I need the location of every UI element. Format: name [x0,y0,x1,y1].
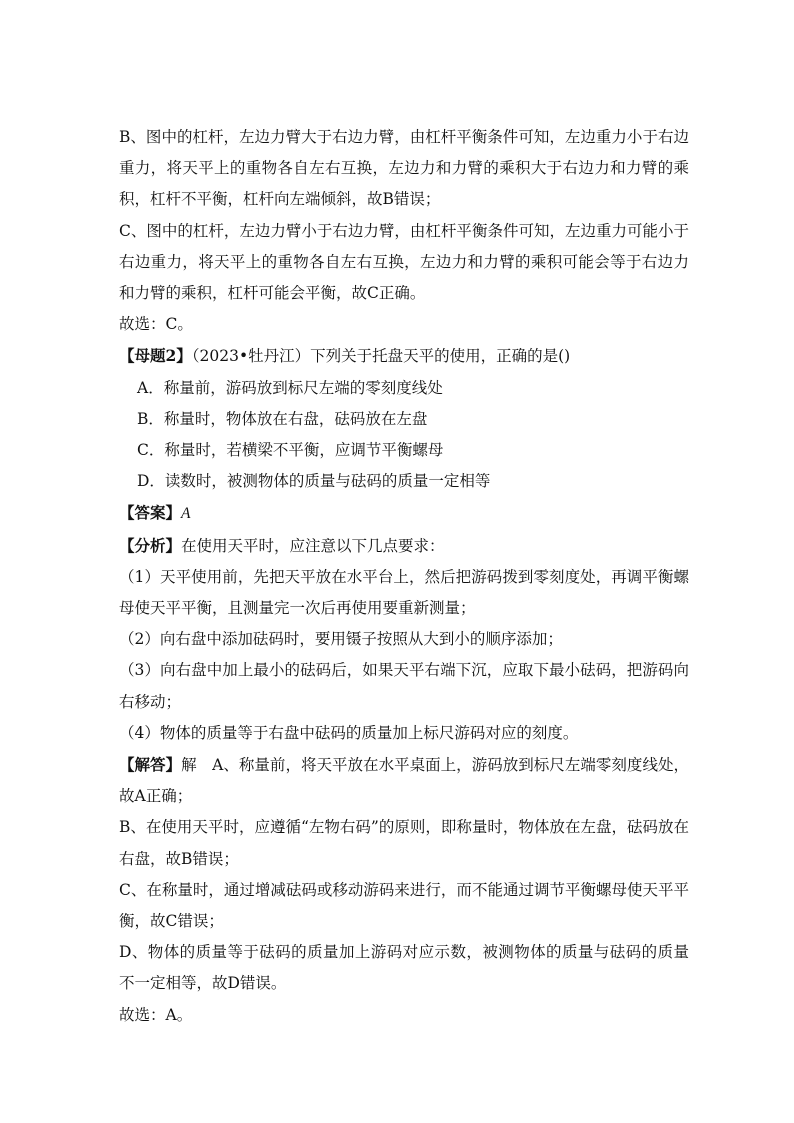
solution-d: D、物体的质量等于砝码的质量加上游码对应示数，被测物体的质量与砝码的质量不一定相等，故D错误。 [119,943,689,993]
option-d: D．读数时，被测物体的质量与砝码的质量一定相等 [137,472,491,491]
question-text: （2023•牡丹江）下列关于托盘天平的使用，正确的是() [191,347,571,366]
paragraph-b-analysis: B、图中的杠杆，左边力臂大于右边力臂，由杠杆平衡条件可知，左边重力小于右边重力，将天平上的重物各自左右互换，左边力和力臂的乘积大于右边力和力臂的乘积，杠杆不平衡，杠杆向左端倾斜，故B错误； [119,128,689,209]
document-page [119,122,689,1031]
analysis-point-4: （4）物体的质量等于右盘中砝码的质量加上标尺游码对应的刻度。 [119,723,579,742]
solution-tag: 【解答】 [119,755,182,775]
answer-line [119,497,689,529]
question-tag: 【母题2】 [119,346,192,366]
analysis-text: 在使用天平时，应注意以下几点要求： [181,536,445,555]
solution-c: C、在称量时，通过增减砝码或移动游码来进行，而不能通过调节平衡螺母使天平平衡，故C错误； [119,880,689,931]
question-heading [119,340,689,372]
option-a: A．称量前，游码放到标尺左端的零刻度线处 [137,378,443,397]
solution-text: 解 A、称量前，将天平放在水平桌面上，游码放到标尺左端零刻度线处，故A正确； [119,756,689,806]
option-b: B．称量时，物体放在右盘，砝码放在左盘 [137,409,428,428]
choice-line-2: 故选：A。 [119,1005,193,1024]
choice-line-1: 故选：C。 [119,315,193,334]
analysis-point-1: （1）天平使用前，先把天平放在水平台上，然后把游码拨到零刻度处，再调平衡螺母使天平平衡，且测量完一次后再使用要重新测量； [119,567,689,618]
analysis-point-3: （3）向右盘中加上最小的砝码后，如果天平右端下沉，应取下最小砝码，把游码向右移动； [119,661,689,711]
answer-value: A [181,505,191,523]
answer-tag: 【答案】 [119,503,182,523]
option-c: C．称量时，若横梁不平衡，应调节平衡螺母 [137,441,444,460]
solution-b: B、在使用天平时，应遵循“左物右码”的原则，即称量时，物体放在左盘，砝码放在右盘，故B错误； [119,818,689,868]
analysis-line [119,530,689,562]
analysis-point-2: （2）向右盘中添加砝码时，要用镊子按照从大到小的顺序添加； [119,630,563,649]
analysis-tag: 【分析】 [119,535,182,555]
paragraph-c-analysis: C、图中的杠杆，左边力臂小于右边力臂，由杠杆平衡条件可知，左边重力可能小于右边重力，将天平上的重物各自左右互换，左边力和力臂的乘积可能会等于右边力和力臂的乘积，杠杆可能会平衡，故C正确。 [119,221,689,303]
solution-line [119,749,689,812]
